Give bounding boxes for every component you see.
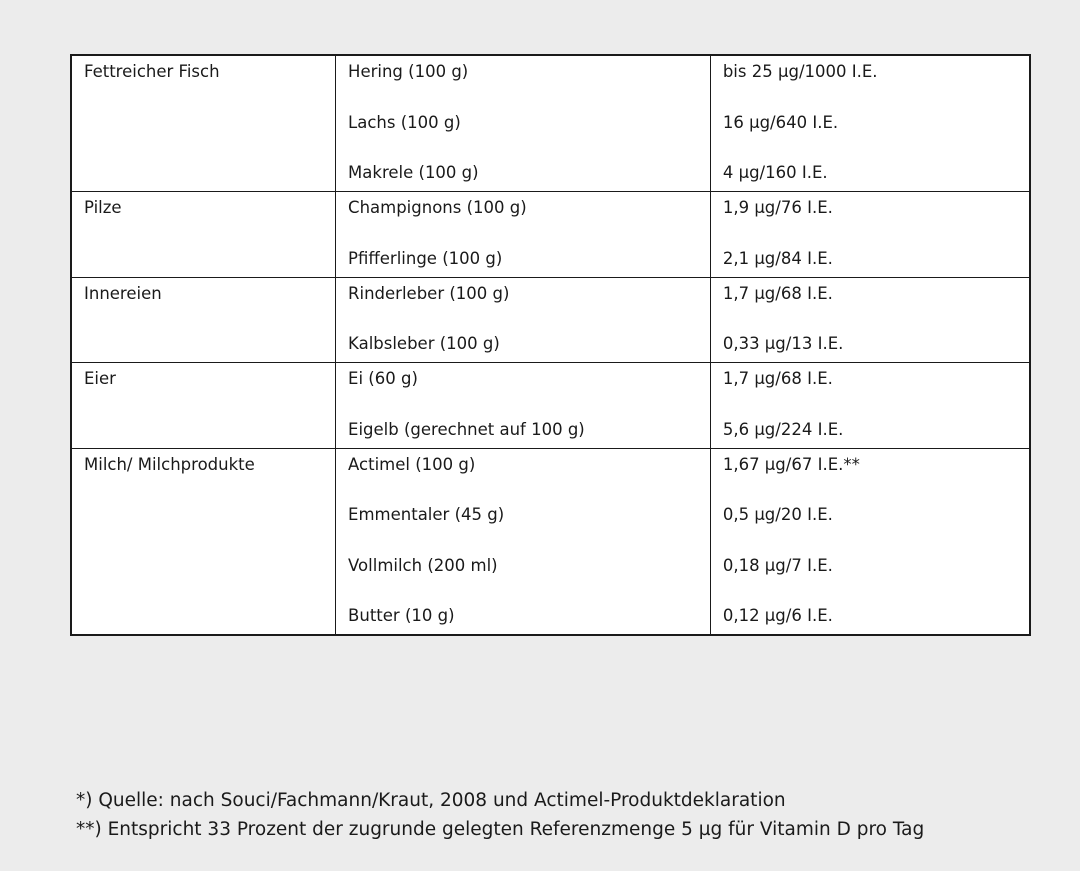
food-item: Champignons (100 g) <box>348 198 527 217</box>
footnotes <box>76 786 924 844</box>
food-cell <box>336 363 711 449</box>
category-label: Fettreicher Fisch <box>84 62 220 81</box>
table-row <box>71 192 1030 278</box>
category-label: Eier <box>84 369 116 388</box>
food-item: Ei (60 g) <box>348 369 418 388</box>
category-cell <box>71 55 336 192</box>
vitamin-d-food-table-container <box>70 54 1031 636</box>
vitamin-d-value: 1,7 µg/68 I.E. <box>722 369 833 388</box>
food-item: Butter (10 g) <box>348 606 455 625</box>
table-row <box>71 363 1030 449</box>
food-cell <box>336 277 711 363</box>
table-row <box>71 55 1030 192</box>
category-cell <box>71 192 336 278</box>
vitamin-d-value: bis 25 µg/1000 I.E. <box>722 62 878 81</box>
food-item: Actimel (100 g) <box>348 454 476 474</box>
food-item: Hering (100 g) <box>348 62 469 81</box>
food-cell <box>336 55 711 192</box>
category-cell <box>71 277 336 363</box>
vitamin-d-value: 1,67 µg/67 I.E.** <box>722 454 860 474</box>
food-item: Lachs (100 g) <box>348 112 461 132</box>
food-item: Makrele (100 g) <box>348 163 479 182</box>
vitamin-d-value: 0,12 µg/6 I.E. <box>722 606 833 625</box>
value-cell <box>710 363 1030 449</box>
footnote-source: *) Quelle: nach Souci/Fachmann/Kraut, 2008 und Actimel-Produktdeklaration <box>76 790 786 811</box>
table-row <box>71 448 1030 635</box>
food-item: Eigelb (gerechnet auf 100 g) <box>348 419 585 439</box>
category-cell <box>71 448 336 635</box>
value-cell <box>710 277 1030 363</box>
vitamin-d-value: 4 µg/160 I.E. <box>722 163 828 182</box>
food-item: Vollmilch (200 ml) <box>348 555 498 575</box>
food-item: Pfifferlinge (100 g) <box>348 248 503 268</box>
vitamin-d-value: 1,9 µg/76 I.E. <box>722 198 833 217</box>
value-cell <box>710 192 1030 278</box>
vitamin-d-value: 0,33 µg/13 I.E. <box>722 334 844 353</box>
food-cell <box>336 448 711 635</box>
category-label: Pilze <box>84 198 122 217</box>
category-label: Innereien <box>84 283 162 303</box>
vitamin-d-value: 5,6 µg/224 I.E. <box>722 419 844 439</box>
vitamin-d-value: 0,18 µg/7 I.E. <box>722 555 833 575</box>
food-item: Rinderleber (100 g) <box>348 283 510 303</box>
vitamin-d-value: 0,5 µg/20 I.E. <box>722 505 833 524</box>
vitamin-d-value: 16 µg/640 I.E. <box>722 112 839 132</box>
food-cell <box>336 192 711 278</box>
vitamin-d-value: 1,7 µg/68 I.E. <box>722 283 833 303</box>
table-row <box>71 277 1030 363</box>
value-cell <box>710 55 1030 192</box>
food-item: Emmentaler (45 g) <box>348 505 505 524</box>
category-label: Milch/ Milchprodukte <box>84 454 255 474</box>
footnote-reference: **) Entspricht 33 Prozent der zugrunde gelegten Referenzmenge 5 µg für Vitamin D pro Tag <box>76 819 925 840</box>
value-cell <box>710 448 1030 635</box>
vitamin-d-value: 2,1 µg/84 I.E. <box>722 248 833 268</box>
vitamin-d-food-table <box>70 54 1031 636</box>
food-item: Kalbsleber (100 g) <box>348 334 500 353</box>
category-cell <box>71 363 336 449</box>
